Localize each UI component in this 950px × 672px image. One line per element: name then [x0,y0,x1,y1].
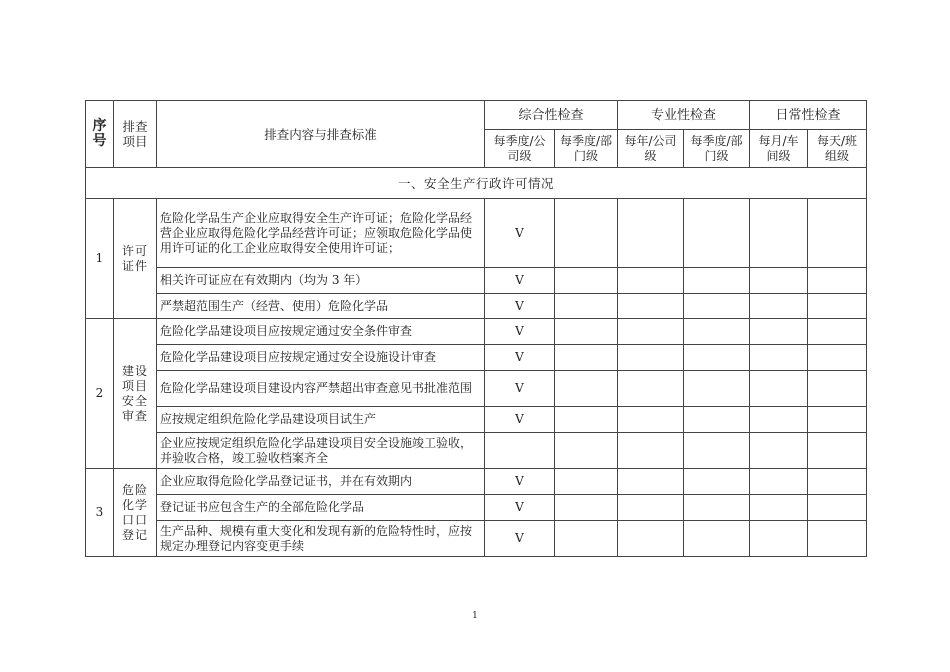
check-mark [485,433,555,469]
header-group-professional: 专业性检查 [618,101,750,130]
row-item: 许可证件 [114,199,157,319]
section-title: 一、安全生产行政许可情况 [86,168,867,199]
check-cell-empty [555,319,618,345]
row-item: 危险化学口口登记 [114,469,157,557]
table-row [86,433,867,469]
header-content: 排查内容与排查标准 [157,101,485,168]
table-row [86,495,867,521]
check-cell-empty [684,319,750,345]
check-cell-empty [750,294,808,319]
check-cell-empty [618,199,684,268]
check-cell-empty [808,199,867,268]
check-cell-empty [555,294,618,319]
check-mark: V [485,521,555,557]
check-cell-empty [808,521,867,557]
header-subcol-2: 每季度/部门级 [555,130,618,168]
check-cell-empty [750,199,808,268]
check-cell-empty [618,371,684,407]
check-cell-empty [750,521,808,557]
check-cell-empty [618,319,684,345]
table-row [86,294,867,319]
check-mark: V [485,199,555,268]
table-row [86,407,867,433]
row-seq: 2 [86,319,114,469]
page-number: 1 [472,611,478,621]
header-subcol-4: 每季度/部门级 [684,130,750,168]
row-content: 危险化学品生产企业应取得安全生产许可证；危险化学品经营企业应取得危险化学品经营许可证；应领取危险化学品使用许可证的化工企业应取得安全使用许可证； [157,199,485,268]
check-cell-empty [808,371,867,407]
check-cell-empty [750,433,808,469]
check-cell-empty [750,407,808,433]
check-cell-empty [808,495,867,521]
check-cell-empty [618,268,684,294]
check-cell-empty [618,433,684,469]
row-seq: 3 [86,469,114,557]
header-group-comprehensive: 综合性检查 [485,101,618,130]
header-subcol-1: 每季度/公司级 [485,130,555,168]
table-row [86,521,867,557]
row-content: 危险化学品建设项目应按规定通过安全设施设计审查 [157,345,485,371]
check-cell-empty [684,199,750,268]
table-row [86,469,867,495]
check-cell-empty [684,294,750,319]
check-mark: V [485,495,555,521]
check-cell-empty [808,294,867,319]
table-body [86,199,867,557]
check-cell-empty [684,469,750,495]
check-cell-empty [750,268,808,294]
row-content: 登记证书应包含生产的全部危险化学品 [157,495,485,521]
check-cell-empty [684,495,750,521]
check-mark: V [485,294,555,319]
check-cell-empty [750,469,808,495]
check-cell-empty [808,345,867,371]
check-mark: V [485,345,555,371]
check-cell-empty [750,319,808,345]
check-cell-empty [808,433,867,469]
check-mark: V [485,371,555,407]
row-content: 应按规定组织危险化学品建设项目试生产 [157,407,485,433]
table-row [86,345,867,371]
row-content: 企业应按规定组织危险化学品建设项目安全设施竣工验收，并验收合格，竣工验收档案齐全 [157,433,485,469]
check-cell-empty [808,319,867,345]
check-cell-empty [618,521,684,557]
table-row [86,268,867,294]
check-cell-empty [808,268,867,294]
check-cell-empty [555,495,618,521]
row-seq: 1 [86,199,114,319]
inspection-table [85,100,867,557]
check-cell-empty [555,407,618,433]
check-cell-empty [684,407,750,433]
check-cell-empty [684,521,750,557]
table-row [86,199,867,268]
header-subcol-3: 每年/公司级 [618,130,684,168]
table-row [86,371,867,407]
row-content: 危险化学品建设项目应按规定通过安全条件审查 [157,319,485,345]
row-content: 生产品种、规模有重大变化和发现有新的危险特性时，应按规定办理登记内容变更手续 [157,521,485,557]
check-cell-empty [555,199,618,268]
check-cell-empty [808,469,867,495]
check-cell-empty [618,495,684,521]
row-item: 建设项目安全审查 [114,319,157,469]
check-mark: V [485,407,555,433]
header-group-daily: 日常性检查 [750,101,867,130]
check-cell-empty [750,345,808,371]
check-cell-empty [555,433,618,469]
check-cell-empty [555,345,618,371]
check-cell-empty [684,371,750,407]
check-cell-empty [555,371,618,407]
check-cell-empty [808,407,867,433]
check-cell-empty [684,433,750,469]
row-content: 危险化学品建设项目建设内容严禁超出审查意见书批准范围 [157,371,485,407]
check-mark: V [485,319,555,345]
check-cell-empty [618,345,684,371]
header-subcol-5: 每月/车间级 [750,130,808,168]
header-seq: 序号 [86,101,114,168]
row-content: 严禁超范围生产（经营、使用）危险化学品 [157,294,485,319]
check-cell-empty [618,407,684,433]
check-cell-empty [750,371,808,407]
check-cell-empty [555,521,618,557]
check-cell-empty [618,294,684,319]
check-mark: V [485,469,555,495]
check-mark: V [485,268,555,294]
check-cell-empty [555,268,618,294]
check-cell-empty [684,268,750,294]
row-content: 相关许可证应在有效期内（均为 3 年） [157,268,485,294]
check-cell-empty [555,469,618,495]
row-content: 企业应取得危险化学品登记证书，并在有效期内 [157,469,485,495]
table-row [86,319,867,345]
header-subcol-6: 每天/班组级 [808,130,867,168]
check-cell-empty [750,495,808,521]
header-item: 排查项目 [114,101,157,168]
check-cell-empty [618,469,684,495]
check-cell-empty [684,345,750,371]
